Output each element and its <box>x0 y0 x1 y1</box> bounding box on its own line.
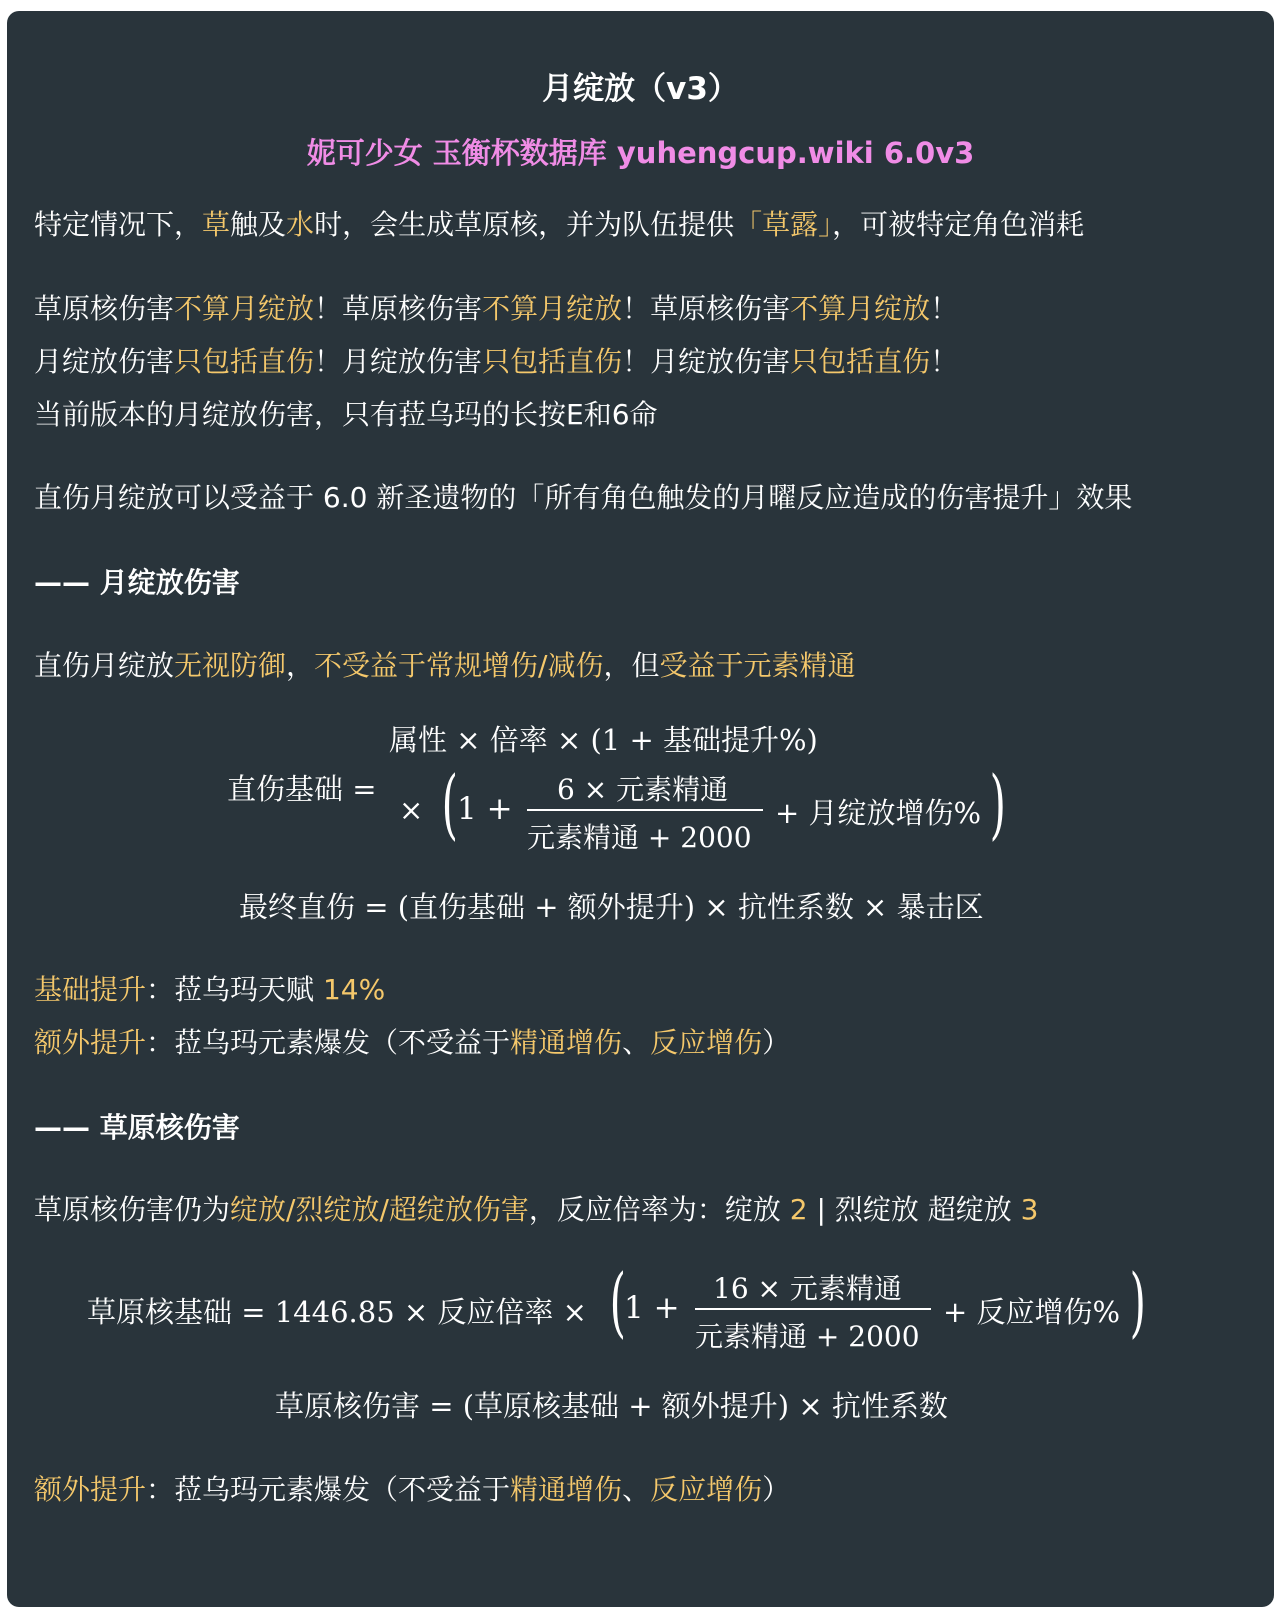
formula-tail: + 月绽放增伤% <box>775 796 982 830</box>
desc-text: 直伤月绽放 <box>34 649 175 682</box>
extra-boost-label: 额外提升 <box>34 1026 147 1059</box>
warning-text: 月绽放伤害 <box>342 345 483 378</box>
extra-boost-text: 、 <box>622 1026 651 1059</box>
formula2-lhs: 草原核基础 = 1446.85 × 反应倍率 × <box>87 1295 587 1329</box>
formula-right-paren: ) <box>989 759 1006 848</box>
desc-text: ，反应倍率为：绽放 <box>528 1193 790 1226</box>
extra-boost-label: 额外提升 <box>34 1473 147 1506</box>
warning-text: 月绽放伤害 <box>650 345 791 378</box>
section2-description <box>34 1188 1039 1228</box>
formula2-denominator: 元素精通 + 2000 <box>695 1320 920 1353</box>
page-title: 月绽放（v3） <box>542 71 739 107</box>
sep: ： <box>146 973 175 1006</box>
artifact-note: 直伤月绽放可以受益于 6.0 新圣遗物的「所有角色触发的月曜反应造成的伤害提升」效果 <box>34 481 1133 514</box>
extra-boost-text: ） <box>762 1473 791 1506</box>
warning-text: 月绽放伤害 <box>34 345 175 378</box>
formula2-numerator: 16 × 元素精通 <box>713 1272 902 1305</box>
warning-highlight: 只包括直伤 <box>482 345 623 378</box>
desc-highlight: 绽放/烈绽放/超绽放伤害 <box>230 1193 529 1226</box>
formula2-tail: + 反应增伤% <box>943 1295 1121 1329</box>
section1-description <box>34 644 856 684</box>
warning-text: ！ <box>930 292 959 325</box>
formula-top-line: 属性 × 倍率 × (1 + 基础提升%) <box>389 723 818 757</box>
warning-text: ！ <box>622 345 651 378</box>
formula2-fraction-bar <box>695 1308 931 1310</box>
warning-highlight: 只包括直伤 <box>790 345 931 378</box>
formula-one-plus: 1 + <box>457 791 513 827</box>
desc-text: ，但 <box>603 649 660 682</box>
formula-lhs: 直伤基础 = <box>227 772 377 806</box>
extra-boost-text: 、 <box>622 1473 651 1506</box>
formula-left-paren: ( <box>441 759 458 848</box>
section-heading-core-damage: —— 草原核伤害 <box>34 1111 240 1144</box>
extra-boost-line-1 <box>34 1021 790 1061</box>
formula-core-damage: 草原核伤害 = (草原核基础 + 额外提升) × 抗性系数 <box>275 1389 948 1423</box>
warning-text: ！ <box>314 345 343 378</box>
warning-text: 草原核伤害 <box>34 292 175 325</box>
current-version-note: 当前版本的月绽放伤害，只有菈乌玛的长按E和6命 <box>34 398 658 431</box>
intro-text: 时，会生成草原核，并为队伍提供 <box>314 208 735 241</box>
warning-highlight: 只包括直伤 <box>174 345 315 378</box>
info-card <box>7 11 1274 1607</box>
warning-highlight: 不算月绽放 <box>174 292 315 325</box>
warning-text: ！ <box>930 345 959 378</box>
warning-highlight: 不算月绽放 <box>790 292 931 325</box>
warning-text: ！ <box>314 292 343 325</box>
intro-text: ，可被特定角色消耗 <box>832 208 1085 241</box>
warning-highlight: 不算月绽放 <box>482 292 623 325</box>
formula2-right-paren: ) <box>1129 1257 1146 1346</box>
extra-boost-text: 菈乌玛元素爆发（不受益于 <box>174 1473 511 1506</box>
section-heading-lunar-bloom: —— 月绽放伤害 <box>34 566 240 599</box>
desc-text: ， <box>286 649 315 682</box>
warning-line-1 <box>34 287 958 327</box>
formula-times: × <box>399 793 424 827</box>
warning-text: ！ <box>622 292 651 325</box>
intro-text: 特定情况下， <box>34 208 203 241</box>
desc-text: | 烈绽放 超绽放 <box>807 1193 1021 1226</box>
extra-boost-highlight: 反应增伤 <box>650 1473 763 1506</box>
warning-text: 草原核伤害 <box>342 292 483 325</box>
warning-line-2 <box>34 340 958 380</box>
formula2-one-plus: 1 + <box>624 1290 680 1326</box>
sep: ： <box>146 1026 175 1059</box>
base-boost-line <box>34 968 385 1008</box>
intro-highlight: 「草露」 <box>734 208 833 241</box>
desc-highlight: 受益于元素精通 <box>659 649 856 682</box>
extra-boost-text: 菈乌玛元素爆发（不受益于 <box>174 1026 511 1059</box>
intro-text: 触及 <box>230 208 287 241</box>
intro-line <box>34 203 1084 243</box>
intro-highlight: 草 <box>202 208 231 241</box>
extra-boost-highlight: 精通增伤 <box>510 1026 623 1059</box>
reaction-multiplier-burgeon: 3 <box>1020 1193 1039 1226</box>
extra-boost-line-2 <box>34 1468 790 1508</box>
base-boost-text: 菈乌玛天赋 <box>174 973 323 1006</box>
base-boost-label: 基础提升 <box>34 973 147 1006</box>
extra-boost-highlight: 反应增伤 <box>650 1026 763 1059</box>
extra-boost-text: ） <box>762 1026 791 1059</box>
intro-highlight: 水 <box>286 208 315 241</box>
desc-highlight: 无视防御 <box>174 649 287 682</box>
formula-denominator: 元素精通 + 2000 <box>527 821 752 854</box>
base-boost-value: 14% <box>322 973 386 1006</box>
formula-fraction-bar <box>527 809 763 811</box>
formula2-left-paren: ( <box>609 1257 626 1346</box>
page-subtitle: 妮可少女 玉衡杯数据库 yuhengcup.wiki 6.0v3 <box>306 136 975 170</box>
desc-highlight: 不受益于常规增伤/减伤 <box>314 649 604 682</box>
warning-text: 草原核伤害 <box>650 292 791 325</box>
desc-text: 草原核伤害仍为 <box>34 1193 231 1226</box>
formula-numerator: 6 × 元素精通 <box>557 773 729 806</box>
reaction-multiplier-bloom: 2 <box>789 1193 808 1226</box>
extra-boost-highlight: 精通增伤 <box>510 1473 623 1506</box>
formula-final-direct: 最终直伤 = (直伤基础 + 额外提升) × 抗性系数 × 暴击区 <box>239 890 984 924</box>
sep: ： <box>146 1473 175 1506</box>
